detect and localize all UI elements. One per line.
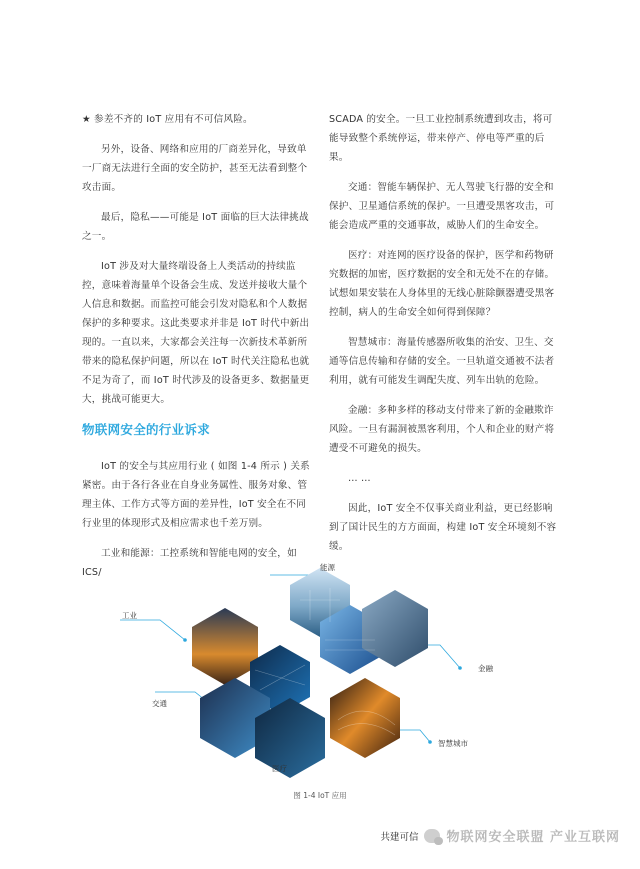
left-column [82,110,314,593]
figure-label-transport: 交通 [152,699,167,708]
watermark: 物联网安全联盟 产业互联网 [446,830,620,845]
figure-label-industry: 工业 [122,611,137,620]
paragraph: ★ 参差不齐的 IoT 应用有不可信风险。 [82,114,253,125]
paragraph: 交通：智能车辆保护、无人驾驶飞行器的安全和保护、卫星通信系统的保护。一旦遭受黑客攻击，可能会造成严重的交通事故，威胁人们的生命安全。 [329,182,555,231]
footer-text: 共建可信 [380,831,419,843]
paragraph: IoT 涉及对大量终端设备上人类活动的持续监控，意味着海量单个设备会生成、发送并接收大量个人信息和数据。而监控可能会引发对隐私和个人数据保护的多种要求。这此类要求并非是 IoT 时代中新出现的。一直以来，大家都会关注每一次新技术革新所带来的隐私保护问题，所以在 IoT 时代关注隐私也就不足为奇了，而 IoT 时代涉及的设备更多、数据量更大，挑战可能更大。 [82,261,310,405]
industry-hex [192,608,258,685]
figure-label-energy: 能源 [320,563,335,572]
paragraph: 工业和能源：工控系统和智能电网的安全，如 ICS/ [82,548,297,578]
page-footer [380,826,620,845]
figure-label-medical: 医疗 [272,764,287,773]
wechat-icon [424,829,440,843]
paragraph: … … [348,473,371,484]
figure-caption: 图 1-4 IoT 应用 [293,791,347,800]
figure-label-smart-city: 智慧城市 [438,739,468,748]
section-title: 物联网安全的行业诉求 [82,422,211,437]
hexagon-collage [110,560,540,790]
right-column [329,110,561,567]
paragraph: 智慧城市：海量传感器所收集的治安、卫生、交通等信息传输和存储的安全。一旦轨道交通被不法者利用，就有可能发生调配失度、列车出轨的危险。 [329,337,555,386]
paragraph: 另外，设备、网络和应用的厂商差异化，导致单一厂商无法进行全面的安全防护，甚至无法看到整个攻击面。 [82,144,308,193]
paragraph: 最后，隐私——可能是 IoT 面临的巨大法律挑战之一。 [82,212,309,242]
paragraph: SCADA 的安全。一旦工业控制系统遭到攻击，将可能导致整个系统停运，带来停产、停电等严重的后果。 [329,114,553,163]
paragraph: IoT 的安全与其应用行业 ( 如图 1-4 所示 ) 关系紧密。由于各行各业在自身业务属性、服务对象、管理主体、工作方式等方面的差异性，IoT 安全在不同行业里的体现形式及相应需求也千差万别。 [82,461,310,529]
paragraph: 因此，IoT 安全不仅事关商业利益，更已经影响到了国计民生的方方面面，构建 IoT 安全环境刻不容缓。 [329,503,557,552]
paragraph: 金融：多种多样的移动支付带来了新的金融欺诈风险。一旦有漏洞被黑客利用，个人和企业的财产将遭受不可避免的损失。 [329,405,555,454]
iot-applications-figure [110,560,540,790]
paragraph: 医疗：对连网的医疗设备的保护，医学和药物研究数据的加密，医疗数据的安全和无处不在的存储。试想如果安装在人身体里的无线心脏除颤器遭受黑客控制，病人的生命安全如何得到保障？ [329,250,555,318]
figure-label-finance: 金融 [478,664,493,673]
